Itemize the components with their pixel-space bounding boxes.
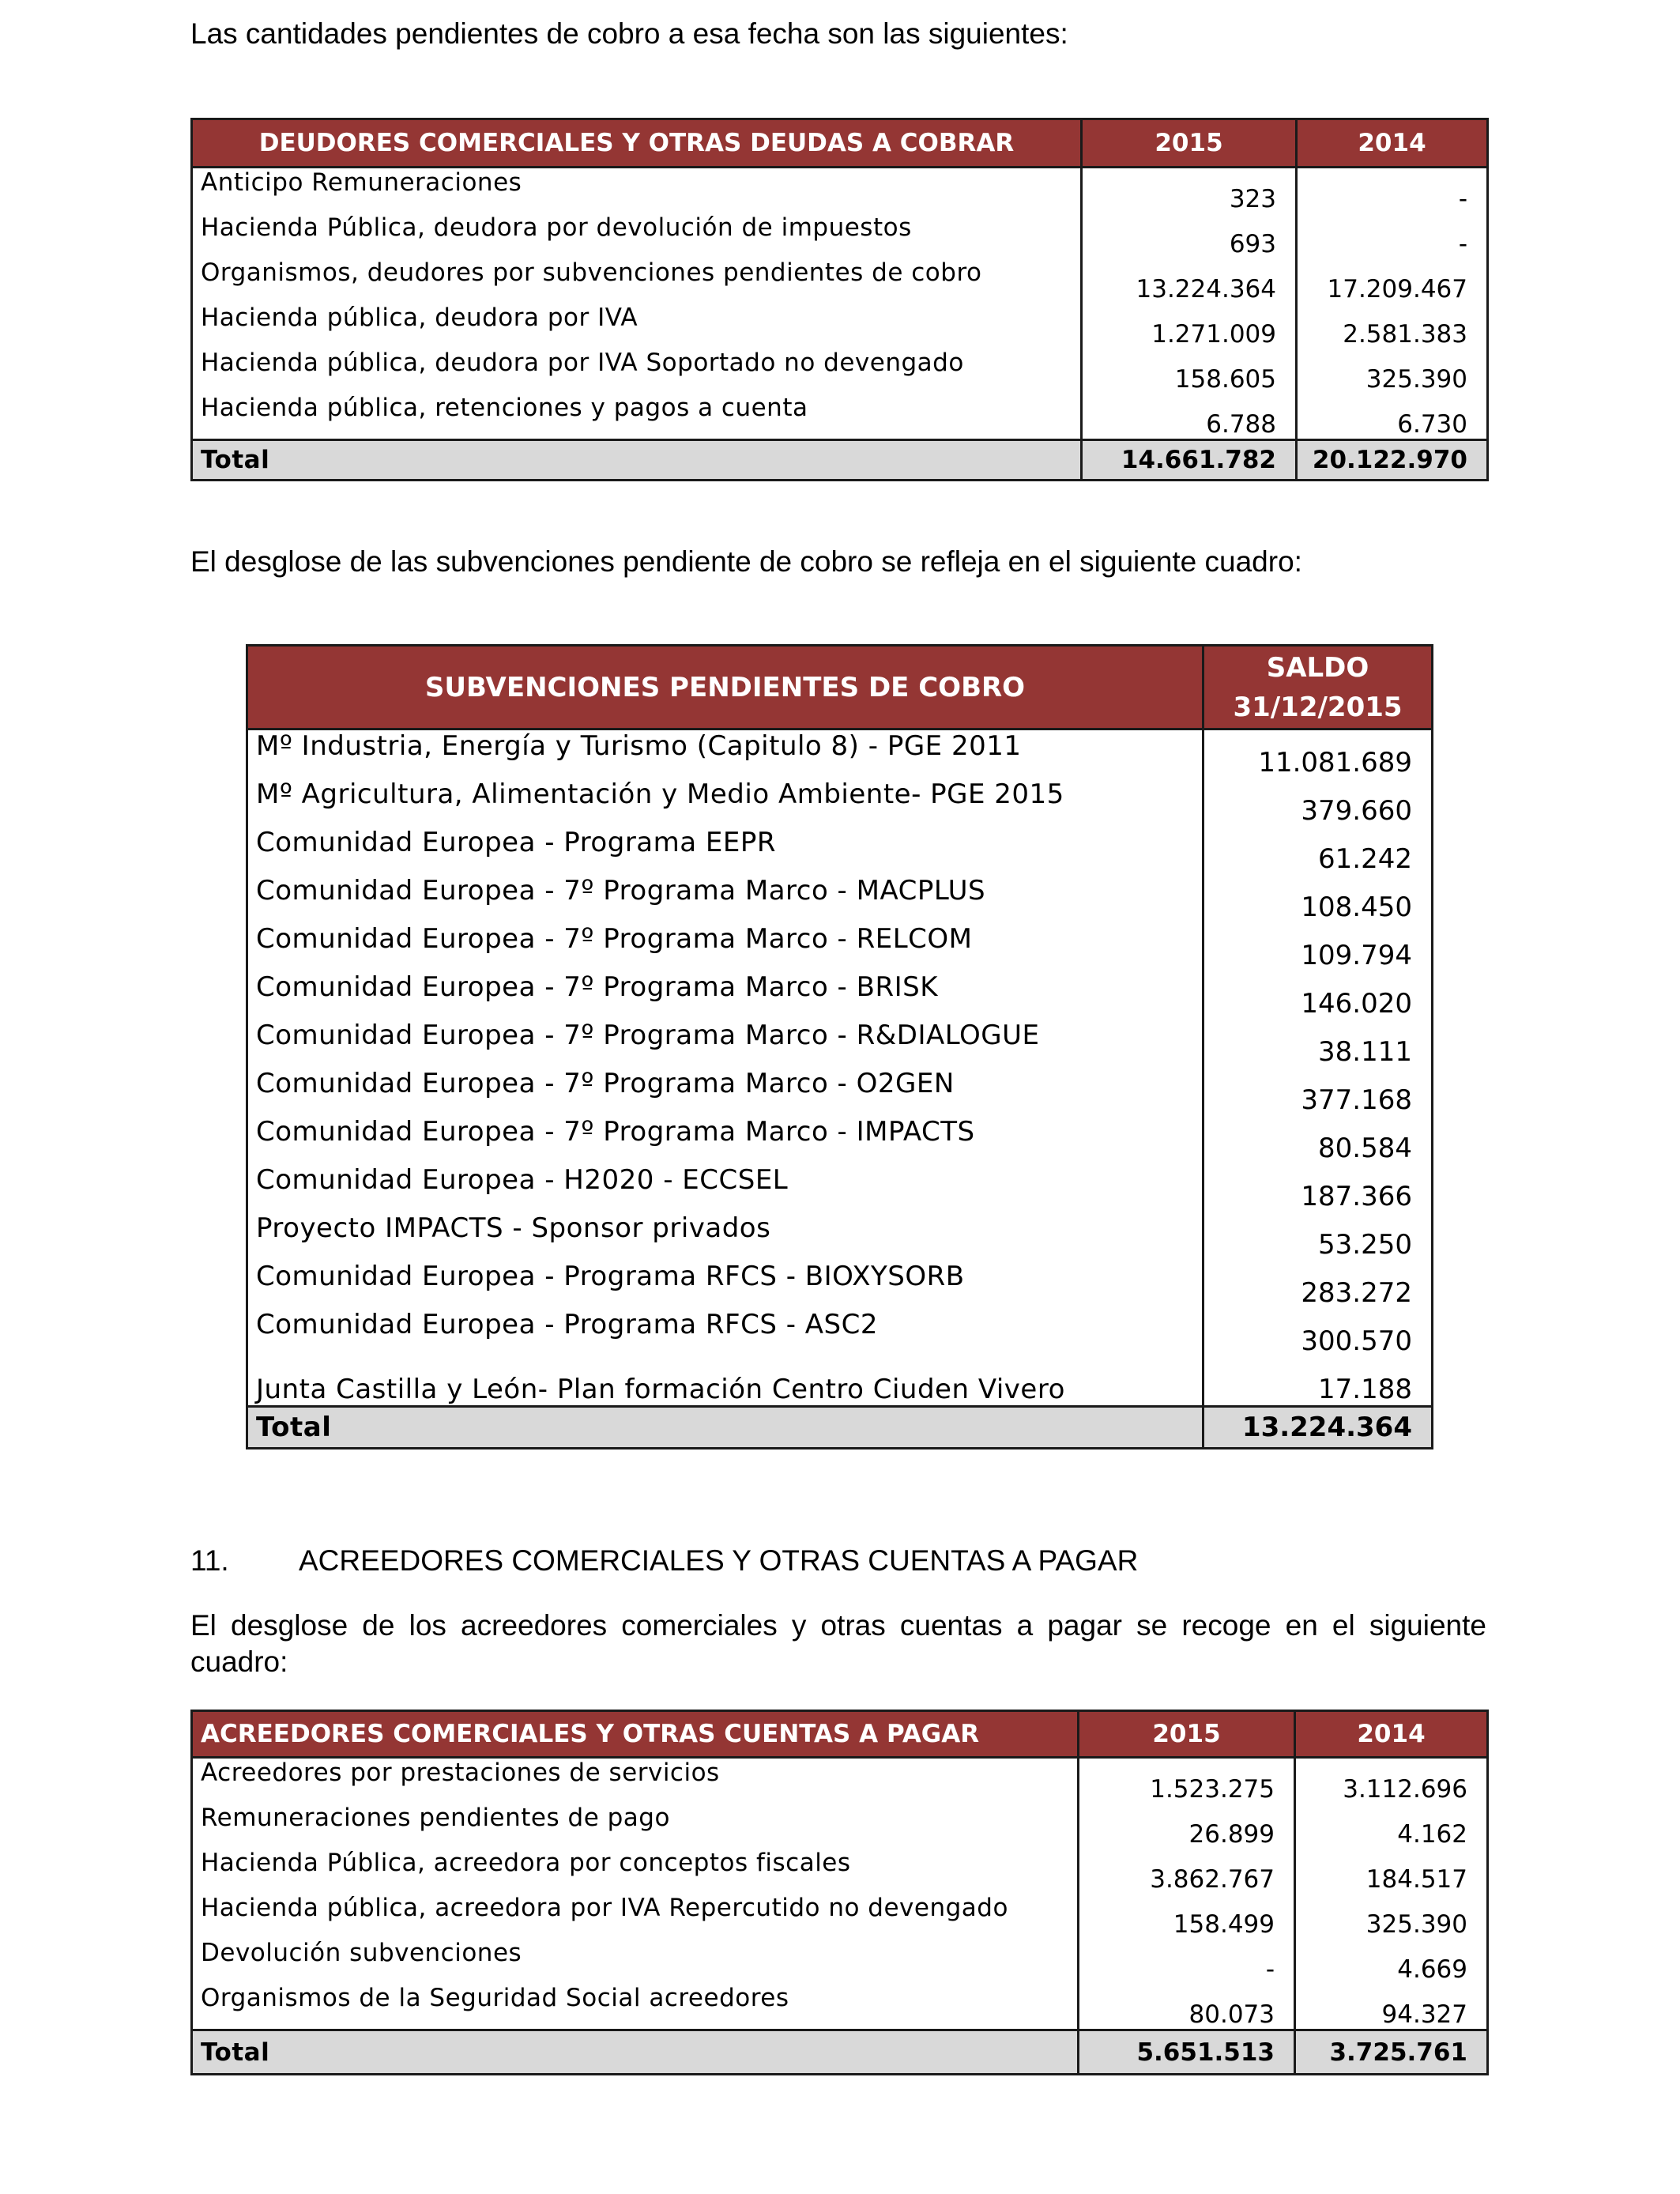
value-saldo: 377.168: [1203, 1068, 1433, 1116]
total-label: Total: [192, 2030, 1079, 2075]
value-2014: 4.669: [1295, 1939, 1488, 1984]
row-label: Comunidad Europea - 7º Programa Marco - IMPACTS: [247, 1116, 1203, 1164]
value-saldo: 300.570: [1203, 1309, 1433, 1357]
total-row: [192, 2030, 1488, 2075]
value-2014: -: [1297, 168, 1488, 214]
intro-paragraph-3: El desglose de los acreedores comerciales y otras cuentas a pagar se recoge en el siguiente cuadro:: [190, 1609, 1486, 1678]
value-2014: 2.581.383: [1297, 303, 1488, 349]
value-saldo: 109.794: [1203, 923, 1433, 971]
intro-paragraph-2: El desglose de las subvenciones pendiente de cobro se refleja en el siguiente cuadro:: [190, 545, 1302, 578]
total-2015: 14.661.782: [1082, 440, 1297, 481]
table-row: [247, 875, 1433, 923]
table-subvenciones: [246, 644, 1433, 1449]
table-header-row: [247, 646, 1433, 729]
column-header-2015: 2015: [1082, 119, 1297, 168]
column-header-concept: SUBVENCIONES PENDIENTES DE COBRO: [247, 646, 1203, 729]
value-saldo: 61.242: [1203, 827, 1433, 875]
table-row: [247, 1309, 1433, 1357]
row-label: Hacienda pública, retenciones y pagos a cuenta: [192, 394, 1082, 440]
row-label: Comunidad Europea - Programa EEPR: [247, 827, 1203, 875]
saldo-header-line-1: SALDO: [1266, 651, 1369, 684]
section-heading: [190, 1542, 1138, 1580]
value-2015: 693: [1082, 213, 1297, 258]
row-label: Comunidad Europea - 7º Programa Marco - R&DIALOGUE: [247, 1020, 1203, 1068]
table-row: [247, 827, 1433, 875]
column-header-2015: 2015: [1079, 1711, 1295, 1758]
table-row: [192, 258, 1488, 303]
value-saldo: 80.584: [1203, 1116, 1433, 1164]
table-row: [247, 1116, 1433, 1164]
table-row: [247, 1020, 1433, 1068]
row-label: Hacienda Pública, acreedora por conceptos fiscales: [192, 1849, 1079, 1894]
value-2014: -: [1297, 213, 1488, 258]
value-saldo: 146.020: [1203, 971, 1433, 1020]
row-label: Comunidad Europea - Programa RFCS - ASC2: [247, 1309, 1203, 1357]
value-saldo: 53.250: [1203, 1212, 1433, 1261]
table-row: [247, 1212, 1433, 1261]
row-label: Comunidad Europea - 7º Programa Marco - MACPLUS: [247, 875, 1203, 923]
row-label: Acreedores por prestaciones de servicios: [192, 1758, 1079, 1804]
value-2015: 158.605: [1082, 349, 1297, 394]
value-2015: 1.271.009: [1082, 303, 1297, 349]
value-saldo: 11.081.689: [1203, 729, 1433, 779]
value-2014: 94.327: [1295, 1984, 1488, 2030]
value-saldo: 108.450: [1203, 875, 1433, 923]
column-header-saldo: [1203, 646, 1433, 729]
table-row: [192, 1984, 1488, 2030]
row-label: Anticipo Remuneraciones: [192, 168, 1082, 214]
row-label: Proyecto IMPACTS - Sponsor privados: [247, 1212, 1203, 1261]
total-2015: 5.651.513: [1079, 2030, 1295, 2075]
value-2014: 184.517: [1295, 1849, 1488, 1894]
row-label: Remuneraciones pendientes de pago: [192, 1804, 1079, 1849]
row-label: Comunidad Europea - H2020 - ECCSEL: [247, 1164, 1203, 1212]
table-row: [192, 1758, 1488, 1804]
table-acreedores: [190, 1710, 1489, 2075]
table-row: [192, 168, 1488, 214]
column-header-concept: ACREEDORES COMERCIALES Y OTRAS CUENTAS A PAGAR: [192, 1711, 1079, 1758]
value-2015: 26.899: [1079, 1804, 1295, 1849]
table-row: [247, 1068, 1433, 1116]
row-label: Organismos, deudores por subvenciones pendientes de cobro: [192, 258, 1082, 303]
value-2015: 6.788: [1082, 394, 1297, 440]
table-row: [247, 778, 1433, 827]
row-label: Comunidad Europea - 7º Programa Marco - RELCOM: [247, 923, 1203, 971]
value-2014: 6.730: [1297, 394, 1488, 440]
total-row: [247, 1407, 1433, 1449]
row-label: Comunidad Europea - 7º Programa Marco - O2GEN: [247, 1068, 1203, 1116]
value-2015: 1.523.275: [1079, 1758, 1295, 1804]
total-label: Total: [247, 1407, 1203, 1449]
row-label: Devolución subvenciones: [192, 1939, 1079, 1984]
row-label: Junta Castilla y León- Plan formación Centro Ciuden Vivero: [247, 1357, 1203, 1407]
row-label: Mº Industria, Energía y Turismo (Capitulo 8) - PGE 2011: [247, 729, 1203, 779]
value-2015: -: [1079, 1939, 1295, 1984]
value-saldo: 379.660: [1203, 778, 1433, 827]
total-label: Total: [192, 440, 1082, 481]
row-label: Organismos de la Seguridad Social acreedores: [192, 1984, 1079, 2030]
table-header-row: [192, 1711, 1488, 1758]
value-saldo: 187.366: [1203, 1164, 1433, 1212]
column-header-2014: 2014: [1297, 119, 1488, 168]
column-header-2014: 2014: [1295, 1711, 1488, 1758]
table-row: [247, 971, 1433, 1020]
table-row: [247, 1261, 1433, 1309]
table-row: [192, 1849, 1488, 1894]
table-row: [247, 923, 1433, 971]
table-row: [247, 729, 1433, 779]
table-header-row: [192, 119, 1488, 168]
total-row: [192, 440, 1488, 481]
section-number: 11.: [190, 1544, 229, 1577]
row-label: Comunidad Europea - Programa RFCS - BIOXYSORB: [247, 1261, 1203, 1309]
table-row: [192, 213, 1488, 258]
row-label: Hacienda pública, deudora por IVA: [192, 303, 1082, 349]
value-2015: 13.224.364: [1082, 258, 1297, 303]
table-row: [192, 303, 1488, 349]
value-saldo: 283.272: [1203, 1261, 1433, 1309]
table-row: [192, 1804, 1488, 1849]
table-row: [192, 349, 1488, 394]
table-row: [247, 1164, 1433, 1212]
total-2014: 20.122.970: [1297, 440, 1488, 481]
value-2015: 323: [1082, 168, 1297, 214]
value-2014: 3.112.696: [1295, 1758, 1488, 1804]
row-label: Comunidad Europea - 7º Programa Marco - BRISK: [247, 971, 1203, 1020]
value-2014: 4.162: [1295, 1804, 1488, 1849]
row-label: Hacienda pública, acreedora por IVA Repercutido no devengado: [192, 1894, 1079, 1939]
value-saldo: 38.111: [1203, 1020, 1433, 1068]
row-label: Hacienda pública, deudora por IVA Soportado no devengado: [192, 349, 1082, 394]
table-row: [247, 1357, 1433, 1407]
value-2015: 3.862.767: [1079, 1849, 1295, 1894]
row-label: Hacienda Pública, deudora por devolución de impuestos: [192, 213, 1082, 258]
column-header-concept: DEUDORES COMERCIALES Y OTRAS DEUDAS A COBRAR: [192, 119, 1082, 168]
value-2015: 80.073: [1079, 1984, 1295, 2030]
row-label: Mº Agricultura, Alimentación y Medio Ambiente- PGE 2015: [247, 778, 1203, 827]
saldo-header-line-2: 31/12/2015: [1233, 691, 1403, 723]
table-row: [192, 1939, 1488, 1984]
section-title: ACREEDORES COMERCIALES Y OTRAS CUENTAS A PAGAR: [299, 1544, 1139, 1577]
total-saldo: 13.224.364: [1203, 1407, 1433, 1449]
value-2015: 158.499: [1079, 1894, 1295, 1939]
intro-paragraph-1: Las cantidades pendientes de cobro a esa fecha son las siguientes:: [190, 17, 1068, 50]
value-2014: 325.390: [1295, 1894, 1488, 1939]
value-saldo: 17.188: [1203, 1357, 1433, 1407]
total-2014: 3.725.761: [1295, 2030, 1488, 2075]
table-deudores: [190, 118, 1489, 481]
table-row: [192, 394, 1488, 440]
table-row: [192, 1894, 1488, 1939]
value-2014: 17.209.467: [1297, 258, 1488, 303]
value-2014: 325.390: [1297, 349, 1488, 394]
